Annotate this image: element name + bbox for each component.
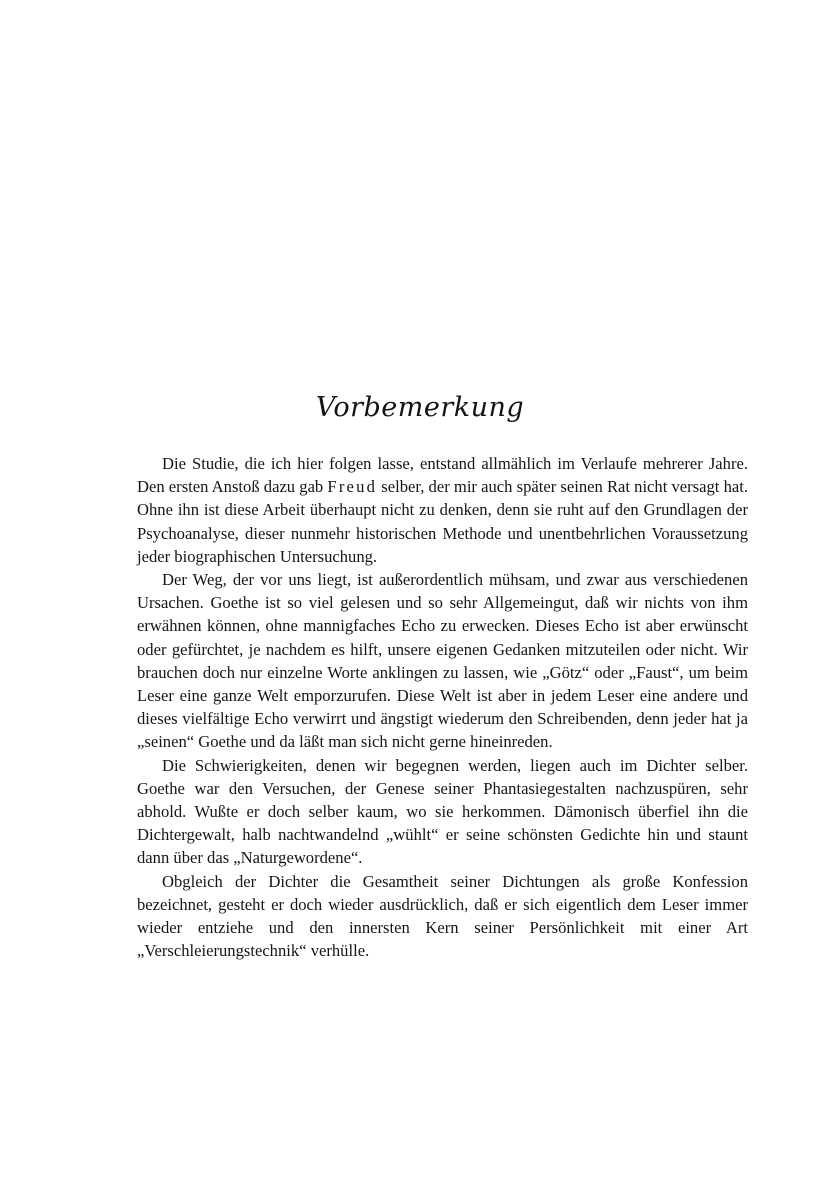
paragraph-4: Obgleich der Dichter die Gesamtheit seiner Dichtungen als große Konfession bezeichnet, gesteht er doch wieder ausdrücklich, daß er sich eigentlich dem Leser immer wieder entziehe und den innersten Kern seiner Persönlichkeit mit einer Art „Verschleierungstechnik“ verhülle.: [137, 871, 748, 961]
paragraph-2: Der Weg, der vor uns liegt, ist außerordentlich mühsam, und zwar aus verschiedenen Ursachen. Goethe ist so viel gelesen und so sehr Allgemeingut, daß wir nichts von ihm erwähnen können, ohne mannigfaches Echo zu erwecken. Dieses Echo ist aber erwünscht oder gefürchtet, je nachdem es hilft, unsere eigenen Gedanken mitzuteilen oder nicht. Wir brauchen doch nur einzelne Worte anklingen zu lassen, wie „Götz“ oder „Faust“, um beim Leser eine ganze Welt emporzurufen. Diese Welt ist aber in jedem Leser eine andere und dieses vielfältige Echo verwirrt und ängstigt wiederum den Schreibenden, denn jeder hat ja „seinen“ Goethe und da läßt man sich nicht gerne hineinreden.: [137, 570, 748, 752]
paragraph-1-text-start: Die Studie, die ich hier folgen lasse, entstand allmählich im Verlaufe mehrerer Jahre. Den ersten Anstoß dazu gab: [137, 454, 748, 497]
paragraph-3: Die Schwierigkeiten, denen wir begegnen werden, liegen auch im Dichter selber. Goethe war den Versuchen, der Genese seiner Phantasiegestalten nachzuspüren, sehr abhold. Wußte er doch selber kaum, wo sie herkommen. Dämonisch überfiel ihn die Dichtergewalt, halb nachtwandelnd „wühlt“ er seine schönsten Gedichte hin und staunt dann über das „Naturgewordene“.: [137, 755, 748, 868]
paragraph-1-text-end: selber, der mir auch später seinen Rat nicht versagt hat. Ohne ihn ist diese Arbeit überhaupt nicht zu denken, denn sie ruht auf den Grundlagen der Psychoanalyse, dieser nunmehr historischen Methode und unentbehrlichen Voraussetzung jeder biographischen Untersuchung.: [137, 477, 748, 566]
author-name-emphasis: Freud: [327, 477, 378, 497]
body-text: [137, 452, 748, 962]
section-heading: Vorbemerkung: [315, 392, 525, 423]
paragraph-1: [137, 452, 748, 568]
